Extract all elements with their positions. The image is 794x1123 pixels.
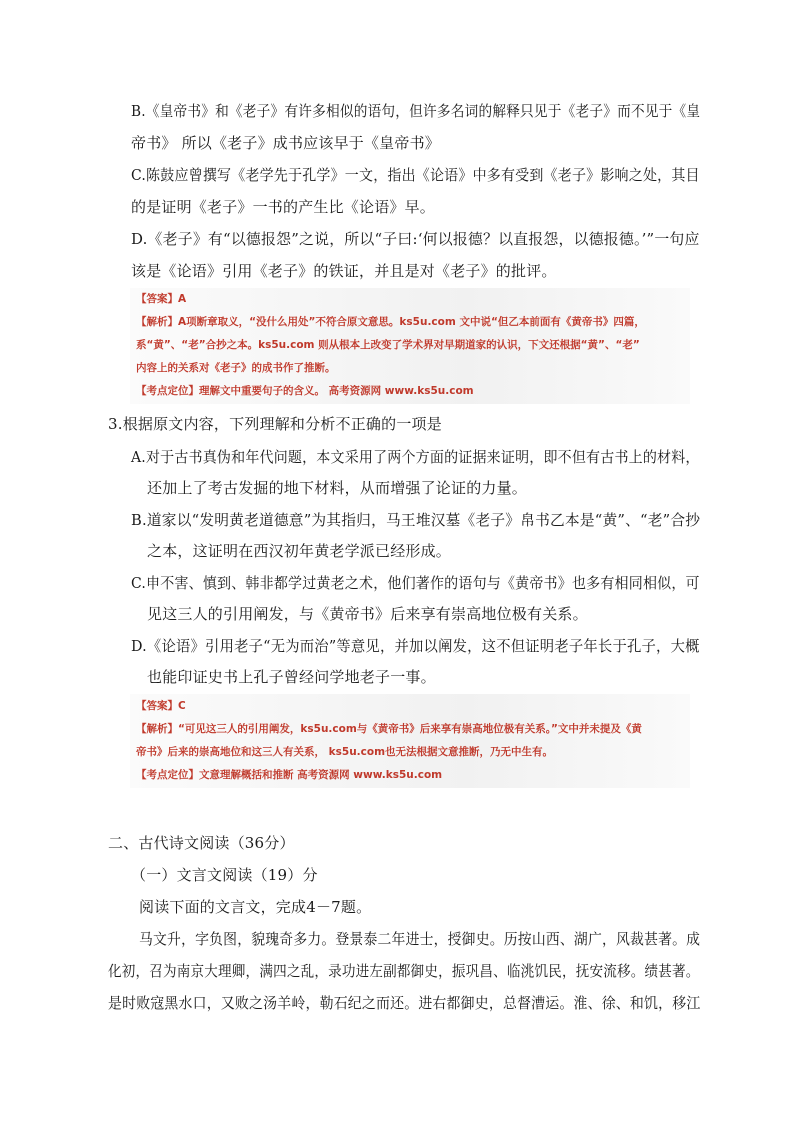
section-subheading: （一）文言文阅读（19）分 [131, 866, 318, 884]
q3-point-line: 【考点定位】文意理解概括和推断 高考资源网 www.ks5u.com [136, 769, 443, 781]
q3-option-d-line2: 也能印证史书上孔子曾经问学地老子一事。 [147, 668, 436, 686]
q2-point-line: 【考点定位】理解文中重要句子的含义。 高考资源网 www.ks5u.com [136, 385, 474, 397]
q2-analysis-line3: 内容上的关系对《老子》的成书作了推断。 [136, 362, 336, 374]
q3-analysis-line2: 帝书》后来的崇高地位和这三人有关系， ks5u.com也无法根据文意推断，乃无中生有。 [136, 746, 554, 758]
q3-stem: 3.根据原文内容，下列理解和分析不正确的一项是 [108, 415, 442, 433]
reading-instruction: 阅读下面的文言文，完成4－7题。 [139, 898, 372, 916]
q2-option-c-line1: C.陈鼓应曾撰写《老学先于孔学》一文，指出《论语》中多有受到《老子》影响之处，其目 [131, 166, 700, 184]
q3-option-b-line1: B.道家以“发明黄老道德意”为其指归，马王堆汉墓《老子》帛书乙本是“黄”、“老”合抄 [131, 511, 701, 529]
q3-option-c-line2: 见这三人的引用阐发，与《黄帝书》后来享有崇高地位极有关系。 [147, 605, 588, 623]
q2-option-b-line1: B.《皇帝书》和《老子》有许多相似的语句，但许多名词的解释只见于《老子》而不见于《皇 [131, 102, 701, 120]
q3-answer-line: 【答案】C [136, 700, 186, 712]
q3-option-b-line2: 之本，这证明在西汉初年黄老学派已经形成。 [147, 542, 452, 560]
passage-line2: 化初，召为南京大理卿，满四之乱，录功进左副都御史，振巩昌、临洮饥民，抚安流移。绩甚著。 [108, 962, 700, 980]
passage-line3: 是时败寇黑水口，又败之汤羊岭，勒石纪之而还。进右都御史，总督漕运。淮、徐、和饥，移江 [108, 994, 701, 1012]
q2-answer-line: 【答案】A [136, 293, 187, 305]
q2-option-b-line2: 帝书》 所以《老子》成书应该早于《皇帝书》 [131, 134, 440, 152]
q2-analysis-line1: 【解析】A项断章取义，“没什么用处”不符合原文意思。ks5u.com 文中说“但乙本前面有《黄帝书》四篇， [136, 316, 645, 328]
passage-line1: 马文升，字负图，貌瑰奇多力。登景泰二年进士，授御史。历按山西、湖广，风裁甚著。成 [139, 930, 701, 948]
q2-option-d-line1: D.《老子》有“以德报怨”之说，所以“子曰:‘何以报德？以直报怨，以德报德。’”一句应 [131, 230, 700, 248]
section-heading: 二、古代诗文阅读（36分） [108, 834, 295, 852]
q2-option-d-line2: 该是《论语》引用《老子》的铁证，并且是对《老子》的批评。 [131, 262, 557, 280]
q2-analysis-line2: 系“黄”、“老”合抄之本。ks5u.com 则从根本上改变了学术界对早期道家的认识，下文还根据“黄”、“老” [136, 339, 640, 351]
q3-option-a-line2: 还加上了考古发掘的地下材料，从而增强了论证的力量。 [147, 479, 528, 497]
q3-option-c-line1: C.申不害、慎到、韩非都学过黄老之术，他们著作的语句与《黄帝书》也多有相同相似，可 [131, 574, 700, 592]
q2-option-c-line2: 的是证明《老子》一书的产生比《论语》早。 [131, 198, 436, 216]
q3-option-d-line1: D.《论语》引用老子“无为而治”等意见，并加以阐发，这不但证明老子年长于孔子，大概 [131, 637, 700, 655]
q3-option-a-line1: A.对于古书真伪和年代问题，本文采用了两个方面的证据来证明，即不但有古书上的材料， [131, 448, 700, 466]
q3-analysis-line1: 【解析】“可见这三人的引用阐发，ks5u.com与《黄帝书》后来享有崇高地位极有关系。”文中并未提及《黄 [136, 723, 642, 735]
